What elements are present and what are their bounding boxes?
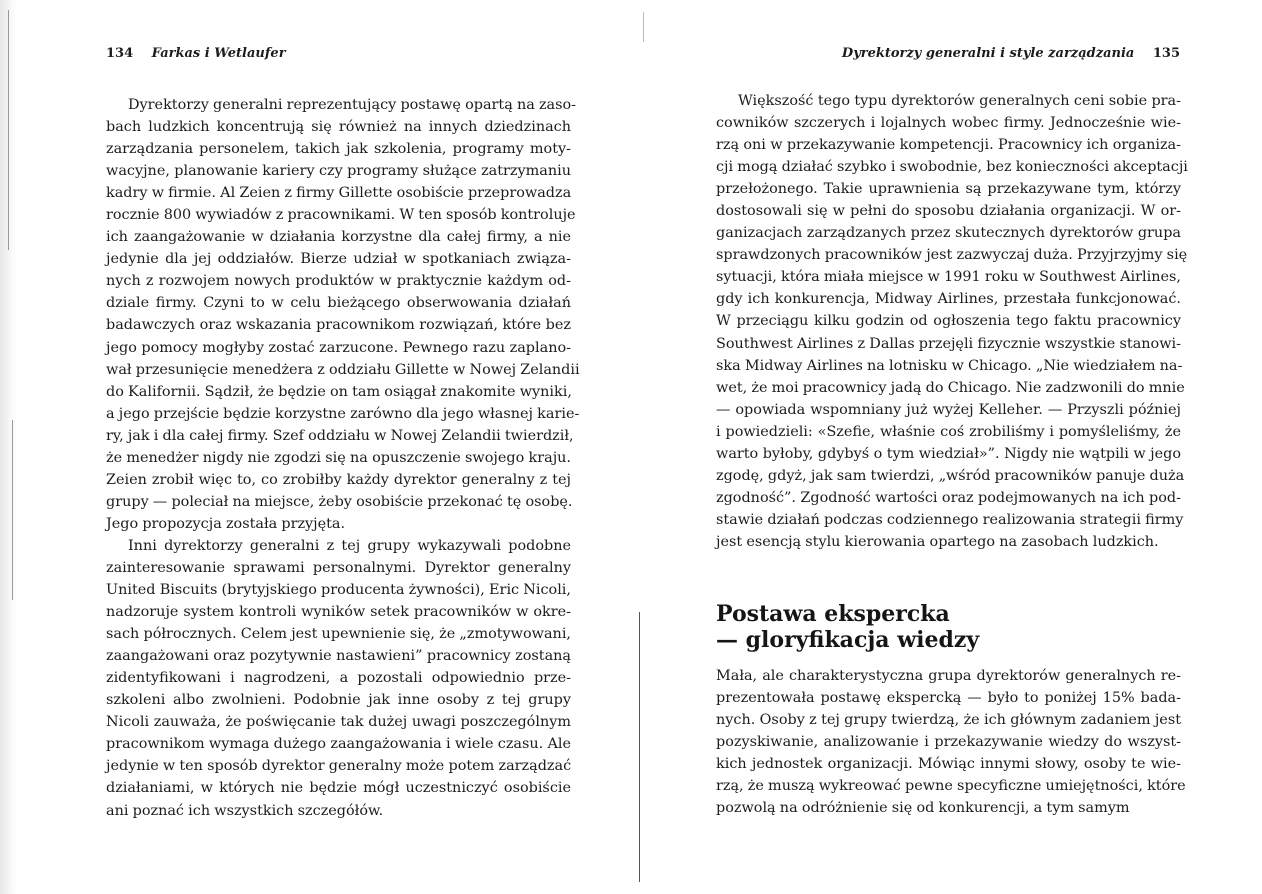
text-line: że menedżer nigdy nie zgodzi się na opuszczenie swojego kraju. [106, 449, 571, 466]
text-line: Zeien zrobił więc to, co zrobiłby każdy dyrektor generalny z tej [106, 471, 571, 488]
text-line: wał przesunięcie menedżera z oddziału Gillette w Nowej Zelandii [106, 361, 580, 378]
text-line: zidentyfikowani i nagrodzeni, a pozostali odpowiednio prze- [106, 670, 571, 687]
gutter-line [643, 12, 644, 42]
text-line: a jego przejście będzie korzystne zarówno dla jego własnej karie- [106, 405, 580, 422]
text-line: badawczych oraz wskazania pracownikom rozwiązań, które bez [106, 317, 571, 334]
text-line: jedynie dla jej oddziałów. Bierze udział w spotkaniach związa- [106, 251, 571, 268]
paragraph [106, 535, 571, 822]
text-line: jedynie w ten sposób dyrektor generalny może potem zarządzać [106, 758, 572, 775]
text-line: ich zaangażowanie w działania korzystne dla całej firmy, a nie [106, 229, 571, 246]
text-line: grupy — poleciał na miejsce, żeby osobiście przekonać tę osobę. [106, 493, 573, 510]
text-line: Mała, ale charakterystyczna grupa dyrektorów generalnych re- [716, 668, 1181, 684]
text-line: stawie działań podczas codziennego realizowania strategii firmy [716, 511, 1184, 528]
text-line: działaniami, w których nie będzie mógł uczestniczyć osobiście [106, 780, 571, 797]
text-line: sytuacji, która miała miejsce w 1991 roku w Southwest Airlines, [716, 269, 1181, 286]
text-line: rzą, że muszą wykreować pewne specyficzne umiejętności, które [716, 778, 1186, 795]
text-line: jego pomocy mogłyby zostać zarzucone. Pewnego razu zaplano- [106, 339, 571, 356]
text-line: prezentowała postawę ekspercką — było to poniżej 15% bada- [716, 690, 1181, 707]
text-line: cji mogą działać szybko i swobodnie, bez konieczności akceptacji [716, 159, 1188, 176]
text-line: ani poznać ich wszystkich szczegółów. [106, 802, 384, 819]
left-running-head [106, 46, 286, 61]
text-line: jest esencją stylu kierowania opartego na zasobach ludzkich. [716, 533, 1159, 550]
text-line: zarządzania personelem, takich jak szkolenia, programy moty- [106, 141, 571, 158]
text-line: pozwolą na odróżnienie się od konkurencji, a tym samym [716, 800, 1130, 817]
text-line: W przeciągu kilku godzin od ogłoszenia tego faktu pracownicy [716, 313, 1181, 330]
text-line: kich jednostek organizacji. Mówiąc innymi słowy, osoby te wie- [716, 756, 1181, 773]
text-line: nych. Osoby z tej grupy twierdzą, że ich głównym zadaniem jest [716, 712, 1181, 729]
text-line: nych z rozwojem nowych produktów w praktycznie każdym od- [106, 273, 571, 290]
left-page [0, 0, 630, 894]
gutter-line [639, 612, 640, 882]
text-line: Nicoli zauważa, że poświęcanie tak dużej uwagi poszczególnym [106, 714, 571, 731]
right-body-text-bottom [716, 665, 1186, 819]
text-line: rocznie 800 wywiadów z pracownikami. W ten sposób kontroluje [106, 207, 576, 224]
text-line: bach ludzkich koncentrują się również na innych dziedzinach [106, 119, 571, 136]
text-line: ska Midway Airlines na lotnisku w Chicago. „Nie wiedziałem na- [716, 357, 1183, 374]
text-line: warto byłoby, gdybyś o tym wiedział»”. Nigdy nie wątpili w jego [716, 445, 1181, 462]
left-page-number: 134 [106, 46, 134, 61]
section-heading-line-1: Postawa ekspercka [716, 601, 950, 627]
text-line: pracownikom wymaga dużego zaangażowania i wiele czasu. Ale [106, 736, 571, 753]
text-line: zainteresowanie sprawami personalnymi. Dyrektor generalny [106, 559, 571, 576]
text-line: dziale firmy. Czyni to w celu bieżącego obserwowania działań [106, 295, 571, 312]
text-line: do Kalifornii. Sądził, że będzie on tam osiągał znakomite wyniki, [106, 383, 572, 400]
text-line: United Biscuits (brytyjskiego producenta żywności), Eric Nicoli, [106, 582, 571, 599]
text-line: ry, jak i dla całej firmy. Szef oddziału w Nowej Zelandii twierdził, [106, 427, 574, 444]
left-running-title: Farkas i Wetlaufer [151, 46, 286, 61]
text-line: dostosowali się w pełni do sposobu działania organizacji. W or- [716, 203, 1181, 220]
right-running-head [842, 46, 1180, 61]
text-line: zaangażowani oraz pozytywnie nastawieni” pracownicy zostaną [106, 648, 571, 665]
section-heading [716, 601, 979, 653]
text-line: — opowiada wspomniany już wyżej Kelleher. — Przyszli później [716, 401, 1181, 418]
text-line: pozyskiwanie, analizowanie i przekazywanie wiedzy do wszyst- [716, 734, 1181, 751]
text-line: zgodność”. Zgodność wartości oraz podejmowanych na ich pod- [716, 489, 1181, 506]
text-line: nadzoruje system kontroli wyników setek pracowników w okre- [106, 604, 571, 621]
right-page-number: 135 [1152, 46, 1180, 61]
text-line: gdy ich konkurencja, Midway Airlines, przestała funkcjonować. [716, 291, 1181, 308]
text-line: cowników szczerych i lojalnych wobec firmy. Jednocześnie wie- [716, 115, 1181, 132]
left-body-text [106, 94, 580, 822]
text-line: rzą oni w przekazywanie kompetencji. Pracownicy ich organiza- [716, 137, 1181, 154]
text-line: zgodę, gdyż, jak sam twierdzi, „wśród pracowników panuje duża [716, 467, 1185, 484]
text-line: Dyrektorzy generalni reprezentujący postawę opartą na zaso- [128, 97, 577, 113]
text-line: sach półrocznych. Celem jest upewnienie się, że „zmotywowani, [106, 626, 571, 643]
text-line: sprawdzonych pracowników jest zazwyczaj duża. Przyjrzyjmy się [716, 247, 1188, 264]
section-heading-line-2: — gloryfikacja wiedzy [716, 627, 980, 653]
paragraph [716, 665, 1186, 819]
text-line: wacyjne, planowanie kariery czy programy służące zatrzymaniu [106, 163, 571, 180]
text-line: Jego propozycja została przyjęta. [106, 515, 346, 532]
right-body-text-top [716, 90, 1188, 553]
text-line: szkoleni albo zwolnieni. Podobnie jak inne osoby z tej grupy [106, 692, 571, 709]
paragraph [106, 94, 580, 535]
text-line: wet, że moi pracownicy jadą do Chicago. Nie zadzwonili do mnie [716, 379, 1185, 396]
right-running-title: Dyrektorzy generalni i style zarządzania [841, 46, 1135, 61]
paragraph [716, 90, 1188, 553]
text-line: kadry w firmie. Al Zeien z firmy Gillette osobiście przeprowadza [106, 185, 572, 202]
text-line: Inni dyrektorzy generalni z tej grupy wykazywali podobne [128, 537, 571, 554]
text-line: ganizacjach zarządzanych przez skutecznych dyrektorów grupa [716, 225, 1181, 242]
text-line: Southwest Airlines z Dallas przejęli fizycznie wszystkie stanowi- [716, 335, 1181, 352]
text-line: przełożonego. Takie uprawnienia są przekazywane tym, którzy [716, 181, 1181, 198]
text-line: i powiedzieli: «Szefie, właśnie coś zrobiliśmy i pomyśleliśmy, że [716, 423, 1181, 440]
right-page [632, 0, 1262, 894]
text-line: Większość tego typu dyrektorów generalnych ceni sobie pra- [738, 93, 1181, 109]
